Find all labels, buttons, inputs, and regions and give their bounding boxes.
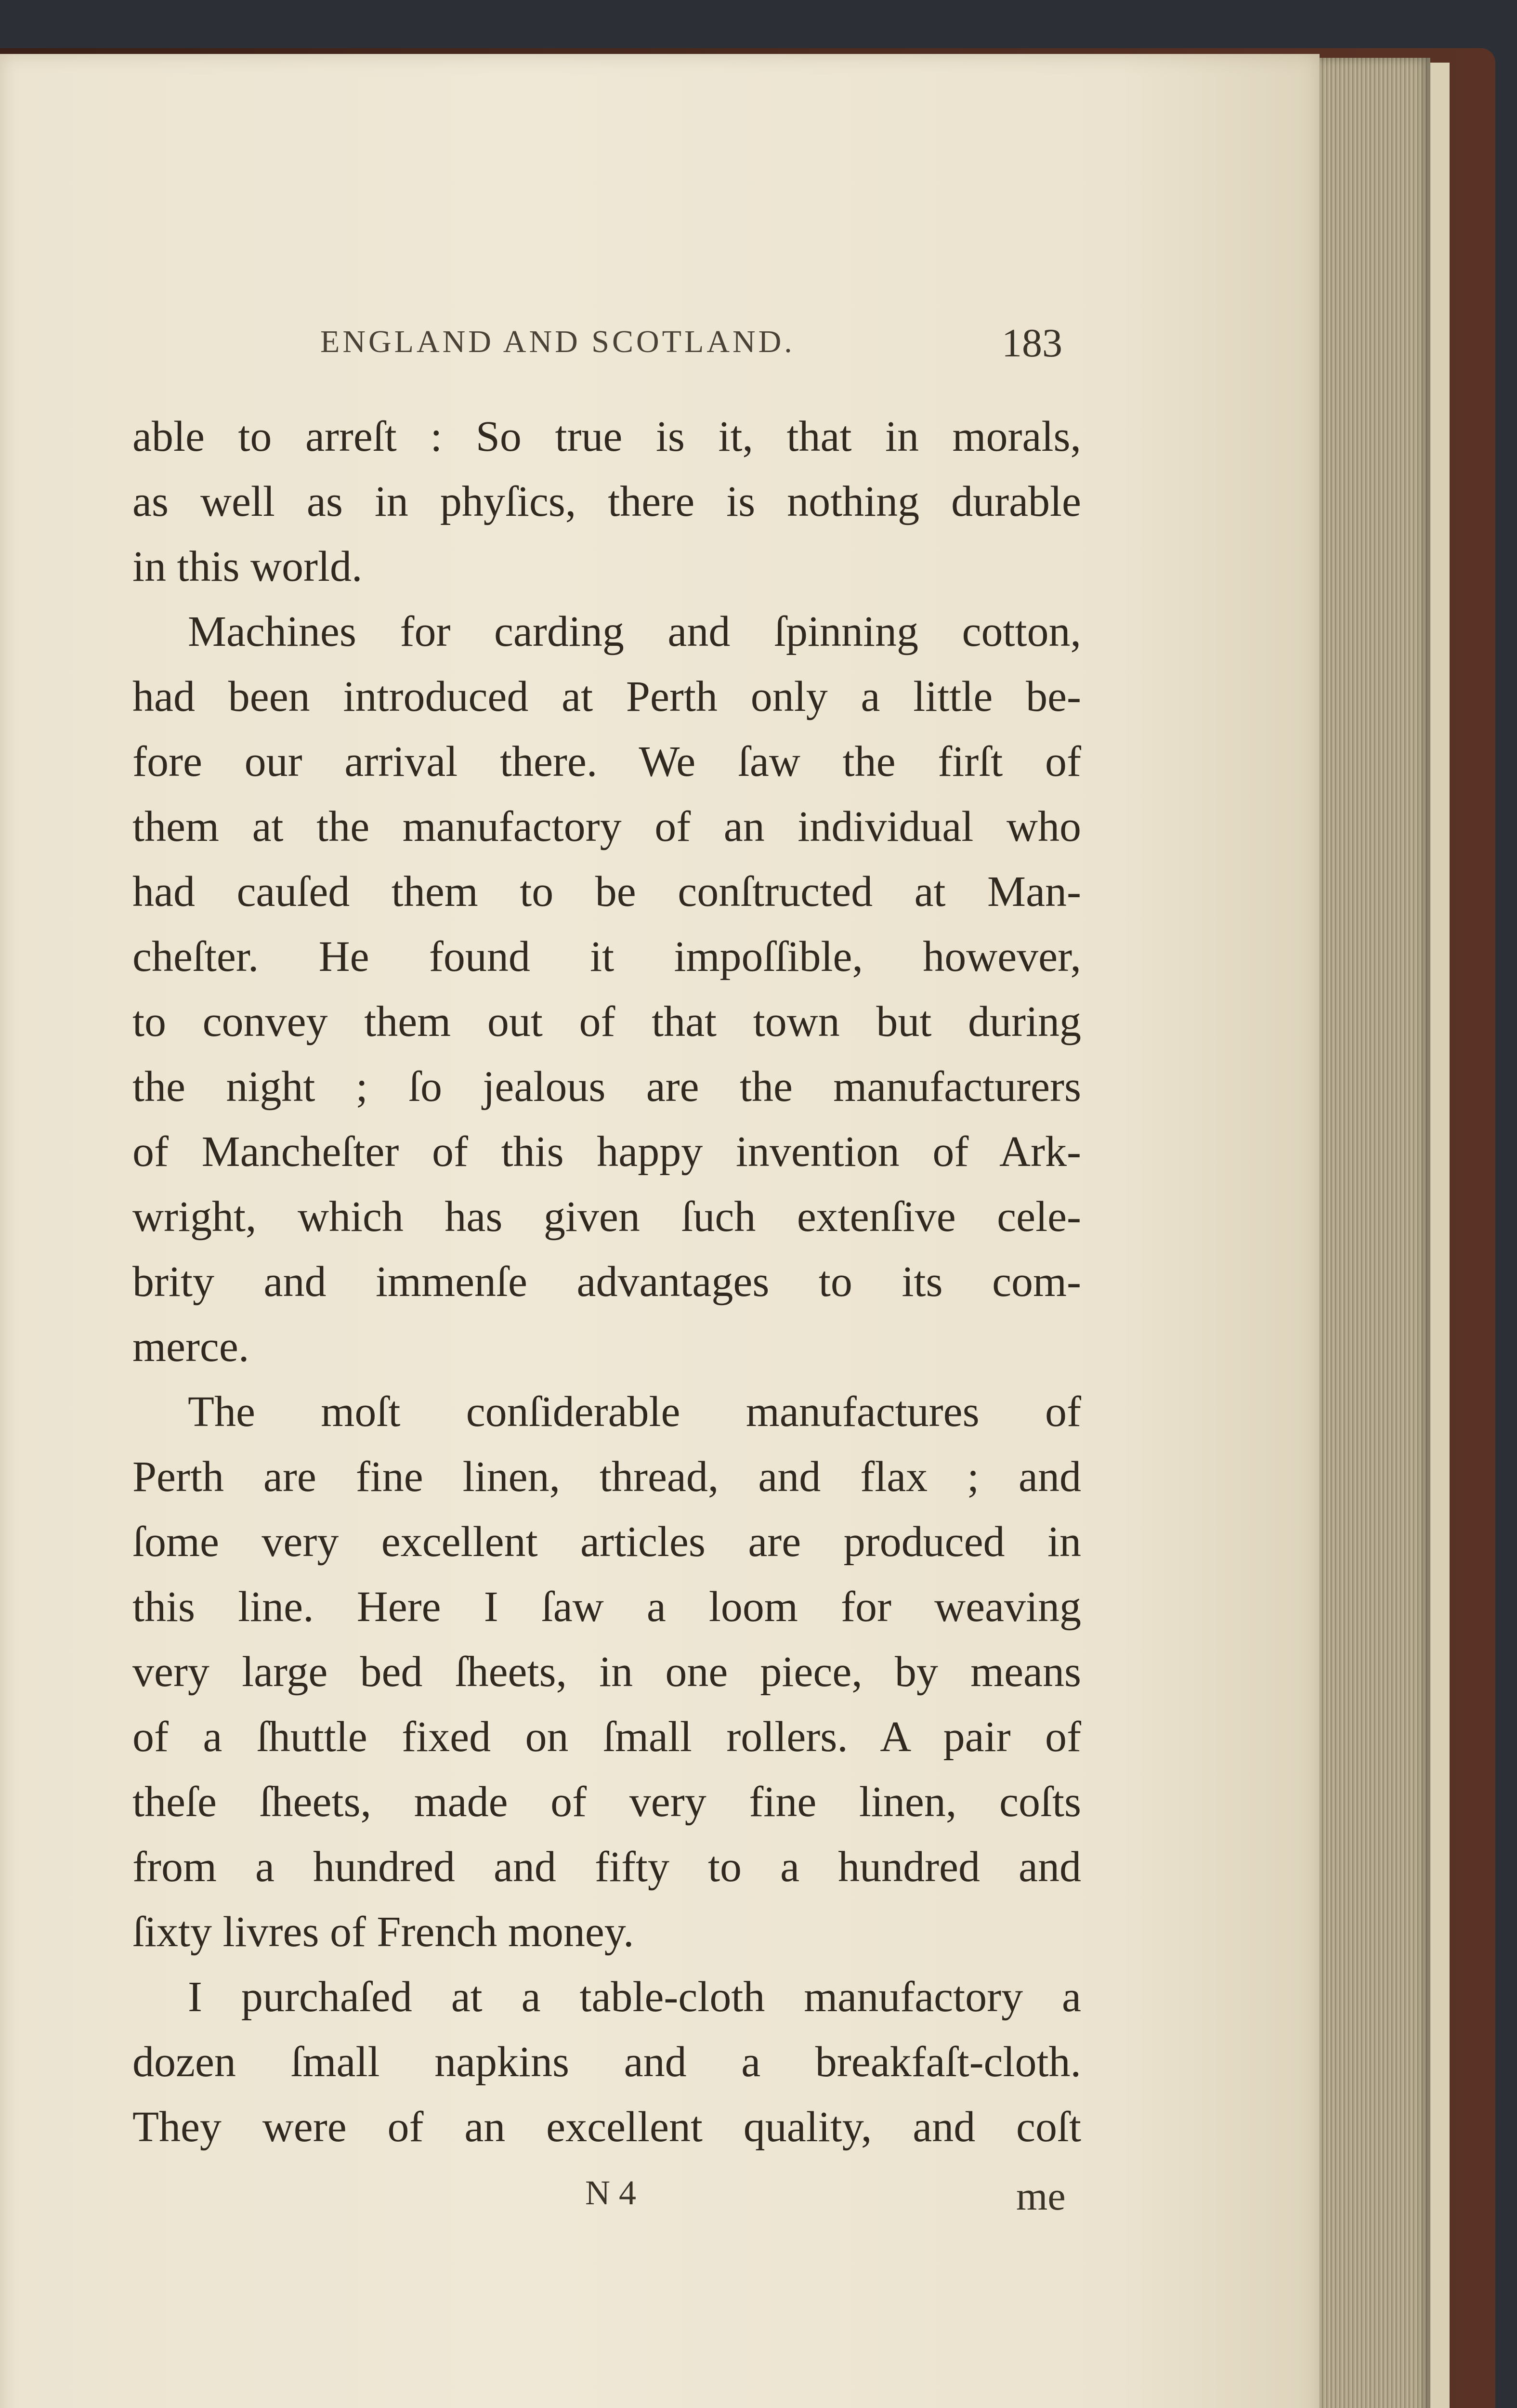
text-line: able to arreſt : So true is it, that in morals, — [132, 413, 1081, 460]
text-line: They were of an excellent quality, and coſt — [132, 2103, 1081, 2151]
text-line: dozen ſmall napkins and a breakfaſt-cloth. — [132, 2038, 1081, 2086]
page-footer — [0, 2173, 1320, 2221]
page-edges — [1320, 58, 1430, 2408]
text-line: merce. — [132, 1323, 249, 1371]
text-line: ſome very excellent articles are produced in — [132, 1518, 1081, 1566]
text-line: wright, which has given ſuch extenſive cele- — [132, 1193, 1081, 1241]
text-line: in this world. — [132, 543, 363, 590]
text-line: this line. Here I ſaw a loom for weaving — [132, 1583, 1081, 1631]
text-line: The moſt conſiderable manufactures of — [188, 1388, 1081, 1436]
book-page — [0, 54, 1320, 2408]
signature-mark: N 4 — [585, 2173, 636, 2212]
text-line: them at the manufactory of an individual who — [132, 803, 1081, 851]
page-header — [0, 321, 1320, 377]
text-line: Perth are fine linen, thread, and flax ; and — [132, 1453, 1081, 1501]
text-line: to convey them out of that town but during — [132, 998, 1081, 1046]
text-line: Machines for carding and ſpinning cotton, — [188, 608, 1081, 655]
text-line: as well as in phyſics, there is nothing durable — [132, 478, 1081, 525]
text-line: theſe ſheets, made of very fine linen, coſts — [132, 1778, 1081, 1826]
text-line: of Mancheſter of this happy invention of Ark- — [132, 1128, 1081, 1176]
book-spine-edge — [1430, 63, 1450, 2408]
text-line: had been introduced at Perth only a little be- — [132, 673, 1081, 720]
page-number: 183 — [1002, 321, 1062, 366]
text-line: from a hundred and fifty to a hundred and — [132, 1843, 1081, 1891]
text-line: ſixty livres of French money. — [132, 1908, 634, 1956]
running-head: ENGLAND AND SCOTLAND. — [320, 324, 795, 359]
text-line: I purchaſed at a table-cloth manufactory a — [188, 1973, 1081, 2021]
catchword: me — [1016, 2174, 1066, 2219]
text-line: very large bed ſheets, in one piece, by means — [132, 1648, 1081, 1696]
text-line: had cauſed them to be conſtructed at Man- — [132, 868, 1081, 916]
text-line: of a ſhuttle fixed on ſmall rollers. A pair of — [132, 1713, 1081, 1761]
text-line: cheſter. He found it impoſſible, however, — [132, 933, 1081, 981]
text-line: fore our arrival there. We ſaw the firſt of — [132, 738, 1081, 785]
text-line: the night ; ſo jealous are the manufacturers — [132, 1063, 1081, 1111]
text-line: brity and immenſe advantages to its com- — [132, 1258, 1081, 1306]
